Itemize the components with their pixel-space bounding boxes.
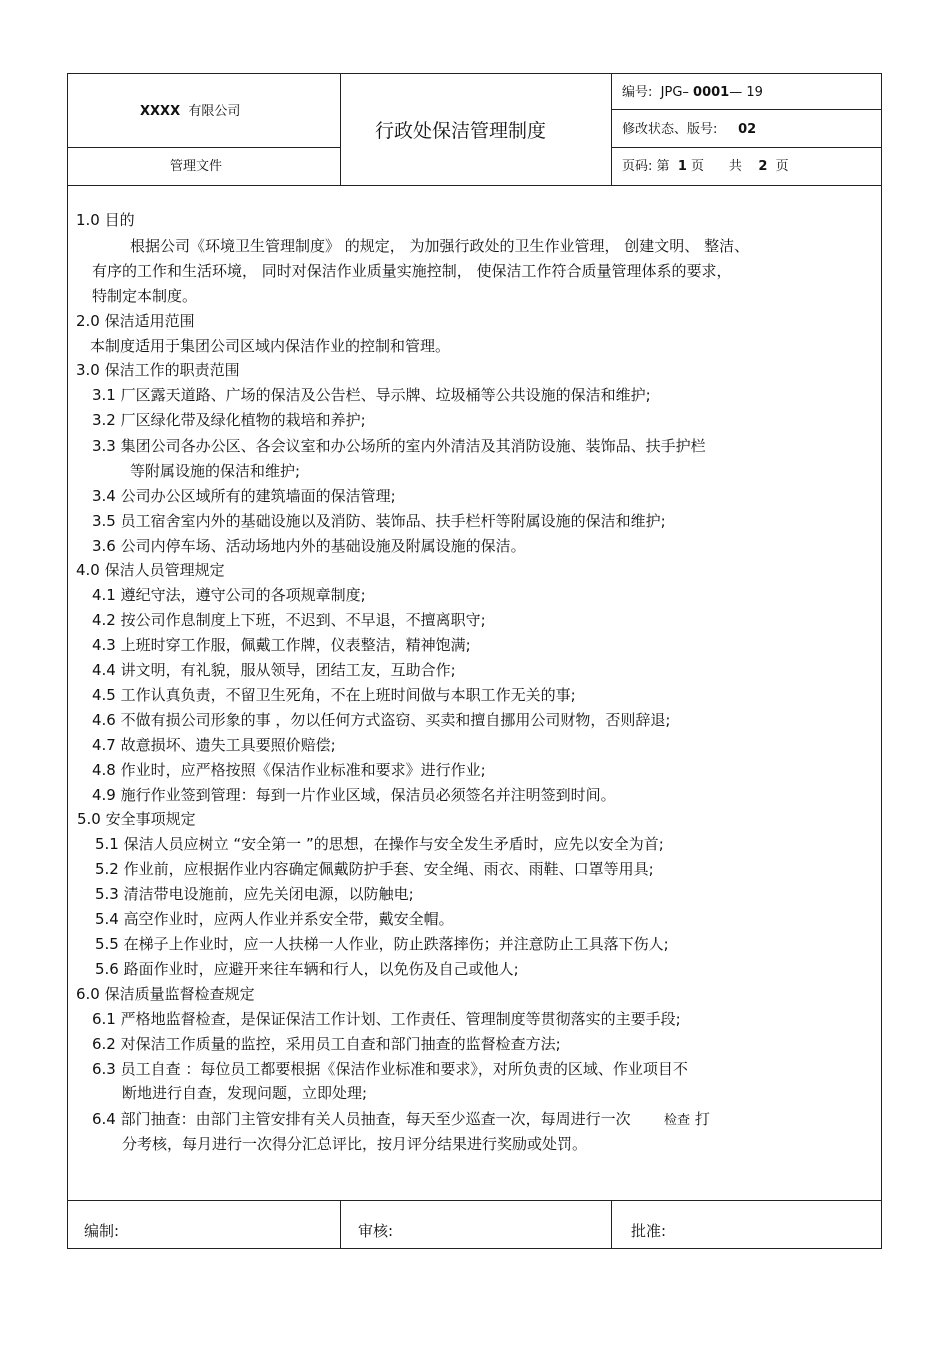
revision-status: 修改状态、版号: 02 xyxy=(622,122,757,137)
list-item: 4.6 不做有损公司形象的事 ，勿以任何方式盗窃、买卖和擅自挪用公司财物，否则辞退; xyxy=(92,711,671,729)
company-name: XXXX 有限公司 xyxy=(140,104,241,119)
paragraph-line: 特制定本制度。 xyxy=(92,287,198,305)
section-heading: 2.0 保洁适用范围 xyxy=(76,312,195,330)
footer-divider xyxy=(611,1200,612,1249)
list-item: 4.3 上班时穿工作服，佩戴工作牌，仪表整洁，精神饱满; xyxy=(92,636,471,654)
paragraph-line: 本制度适用于集团公司区域内保洁作业的控制和管理。 xyxy=(90,337,451,355)
list-item: 6.2 对保洁工作质量的监控，采用员工自查和部门抽查的监督检查方法; xyxy=(92,1035,561,1053)
list-item: 5.6 路面作业时，应避开来往车辆和行人，以免伤及自己或他人; xyxy=(95,960,519,978)
list-item: 4.1 遵纪守法，遵守公司的各项规章制度; xyxy=(92,586,366,604)
list-item-continued: 断地进行自查，发现问题，立即处理; xyxy=(122,1084,368,1102)
section-heading: 4.0 保洁人员管理规定 xyxy=(76,561,225,579)
list-item-continued: 等附属设施的保洁和维护; xyxy=(130,462,301,480)
section-heading: 1.0 目的 xyxy=(76,211,135,229)
list-item: 6.4 部门抽查：由部门主管安排有关人员抽查，每天至少巡查一次，每周进行一次 检查 打 xyxy=(92,1110,710,1128)
document-code: 编号: JPG– 0001— 19 xyxy=(622,85,763,100)
footer-divider xyxy=(67,1200,882,1201)
footer-divider xyxy=(340,1200,341,1249)
list-item: 4.5 工作认真负责，不留卫生死角，不在上班时间做与本职工作无关的事; xyxy=(92,686,576,704)
list-item: 4.4 讲文明，有礼貌，服从领导，团结工友，互助合作; xyxy=(92,661,456,679)
list-item: 5.2 作业前，应根据作业内容确定佩戴防护手套、安全绳、雨衣、雨鞋、口罩等用具; xyxy=(95,860,654,878)
header-divider xyxy=(340,73,341,185)
page-number: 页码: 第 1 页 共 2 页 xyxy=(622,159,789,174)
list-item: 6.1 严格地监督检查，是保证保洁工作计划、工作责任、管理制度等贯彻落实的主要手段; xyxy=(92,1010,681,1028)
list-item: 3.6 公司内停车场、活动场地内外的基础设施及附属设施的保洁。 xyxy=(92,537,526,555)
header-divider xyxy=(611,147,882,148)
header-divider xyxy=(67,147,340,148)
list-item: 5.5 在梯子上作业时，应一人扶梯一人作业，防止跌落摔伤；并注意防止工具落下伤人; xyxy=(95,935,669,953)
list-item: 4.2 按公司作息制度上下班，不迟到、不早退，不擅离职守; xyxy=(92,611,486,629)
list-item: 3.3 集团公司各办公区、各会议室和办公场所的室内外清洁及其消防设施、装饰品、扶手护栏 xyxy=(92,437,706,455)
list-item: 4.9 施行作业签到管理：每到一片作业区域，保洁员必须签名并注明签到时间。 xyxy=(92,786,616,804)
list-item: 5.4 高空作业时，应两人作业并系安全带，戴安全帽。 xyxy=(95,910,454,928)
list-item: 3.1 厂区露天道路、广场的保洁及公告栏、导示牌、垃圾桶等公共设施的保洁和维护; xyxy=(92,386,651,404)
paragraph-line: 有序的工作和生活环境， 同时对保洁作业质量实施控制， 使保洁工作符合质量管理体系的要求， xyxy=(92,262,732,280)
approved-by-label: 批准: xyxy=(631,1222,667,1240)
prepared-by-label: 编制: xyxy=(84,1222,120,1240)
header-divider xyxy=(611,109,882,110)
list-item-continued: 分考核，每月进行一次得分汇总评比，按月评分结果进行奖励或处罚。 xyxy=(122,1135,588,1153)
section-heading: 3.0 保洁工作的职责范围 xyxy=(76,361,240,379)
doc-type: 管理文件 xyxy=(170,159,223,174)
list-item: 4.7 故意损坏、遗失工具要照价赔偿; xyxy=(92,736,336,754)
list-item: 4.8 作业时，应严格按照《保洁作业标准和要求》进行作业; xyxy=(92,761,486,779)
list-item: 5.1 保洁人员应树立 “安全第一 ”的思想，在操作与安全发生矛盾时，应先以安全为首; xyxy=(95,835,664,853)
list-item: 3.5 员工宿舍室内外的基础设施以及消防、装饰品、扶手栏杆等附属设施的保洁和维护; xyxy=(92,512,666,530)
section-heading: 5.0 安全事项规定 xyxy=(77,810,196,828)
header-divider xyxy=(67,185,882,186)
reviewed-by-label: 审核: xyxy=(358,1222,394,1240)
list-item: 3.2 厂区绿化带及绿化植物的栽培和养护; xyxy=(92,411,366,429)
list-item: 6.3 员工自查 ：每位员工都要根据《保洁作业标准和要求》，对所负责的区域、作业项目不 xyxy=(92,1060,688,1078)
list-item: 3.4 公司办公区域所有的建筑墙面的保洁管理; xyxy=(92,487,396,505)
paragraph-line: 根据公司《环境卫生管理制度》 的规定， 为加强行政处的卫生作业管理， 创建文明、 整洁、 xyxy=(130,237,750,255)
document-title: 行政处保洁管理制度 xyxy=(375,120,547,142)
section-heading: 6.0 保洁质量监督检查规定 xyxy=(76,985,255,1003)
list-item: 5.3 清洁带电设施前，应先关闭电源，以防触电; xyxy=(95,885,414,903)
header-divider xyxy=(611,73,612,185)
